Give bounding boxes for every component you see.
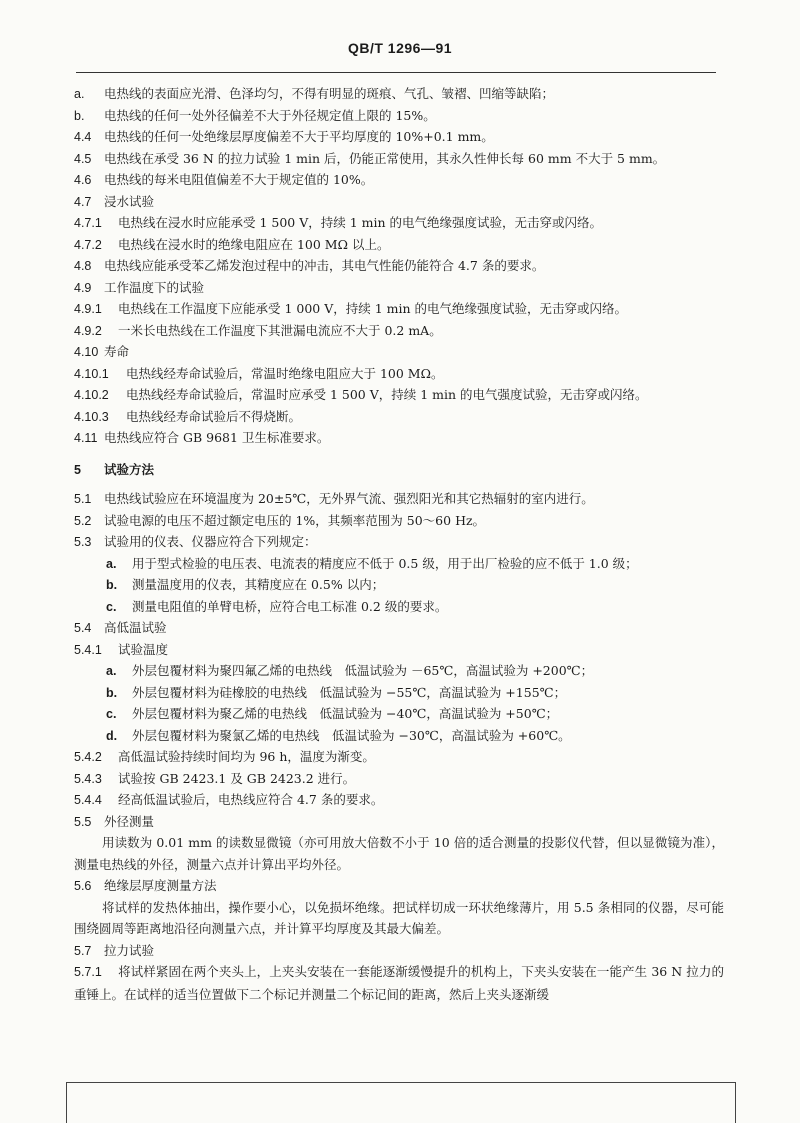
clause-text: 外层包覆材料为聚氯乙烯的电热线 低温试验为 −30℃，高温试验为 +60℃。 (132, 727, 571, 743)
clause-number: 4.10 (74, 345, 99, 359)
clause (74, 961, 724, 1005)
clause-text: 高低温试验持续时间均为 96 h，温度为渐变。 (118, 749, 375, 764)
clause-text: 将试样紧固在两个夹头上，上夹头安装在一套能逐渐缓慢提升的机构上，下夹头安装在一能产生 36 N 拉力的重锤上。在试样的适当位置做下二个标记并测量二个标记间的距离，然后上夹头逐渐缓 (74, 964, 724, 1002)
clause (74, 341, 724, 363)
clause-text: 测量温度用的仪表，其精度应在 0.5% 以内； (132, 577, 385, 592)
clause-number: 4.5 (74, 151, 92, 166)
clause (74, 531, 724, 553)
clause (74, 212, 724, 234)
clause-number: 5.3 (74, 535, 92, 549)
clause-number: 4.8 (74, 259, 92, 273)
section-number: 5 (74, 462, 81, 477)
list-item (74, 703, 724, 725)
clause-number: 5.4 (74, 621, 92, 635)
clause-text: 电热线的任何一处外径偏差不大于外径规定值上限的 15%。 (104, 107, 436, 123)
clause-text: 电热线试验应在环境温度为 20±5℃，无外界气流、强烈阳光和其它热辐射的室内进行。 (104, 491, 594, 506)
clause-number: 4.7 (74, 194, 92, 209)
clause-number: 4.10.2 (74, 388, 109, 402)
clause (74, 255, 724, 277)
list-item (74, 596, 724, 618)
clause-number: 5.6 (74, 879, 92, 893)
document-body (74, 83, 724, 1005)
clause-number: d. (106, 728, 118, 743)
clause-text: 试验按 GB 2423.1 及 GB 2423.2 进行。 (118, 770, 356, 786)
clause-number: a. (106, 664, 117, 678)
clause-number: 4.6 (74, 173, 92, 187)
clause-number: a. (106, 556, 117, 571)
clause (74, 940, 724, 962)
clause-number: 4.7.1 (74, 216, 102, 230)
clause (74, 191, 724, 213)
clause-text: 电热线经寿命试验后，常温时绝缘电阻应大于 100 MΩ。 (126, 365, 444, 381)
clause-text: 电热线在承受 36 N 的拉力试验 1 min 后，仍能正常使用，其永久性伸长每 60 mm 不大于 5 mm。 (104, 150, 666, 166)
clause-number: 5.5 (74, 814, 92, 829)
clause (74, 298, 724, 320)
clause-text: 电热线应符合 GB 9681 卫生标准要求。 (104, 430, 330, 445)
clause (74, 363, 724, 385)
clause (74, 105, 724, 127)
clause-text: 外层包覆材料为聚乙烯的电热线 低温试验为 −40℃，高温试验为 +50℃； (132, 706, 559, 721)
clause-text: 试验电源的电压不超过额定电压的 1%，其频率范围为 50～60 Hz。 (104, 512, 486, 528)
clause (74, 639, 724, 661)
clause-number: 5.7.1 (74, 965, 102, 979)
paragraph: 将试样的发热体抽出，操作要小心，以免损坏绝缘。把试样切成一环状绝缘薄片，用 5.5 条相同的仪器，尽可能围绕圆周等距离地沿径向测量六点，并计算平均厚度及其最大偏差。 (74, 899, 724, 936)
clause-text: 浸水试验 (104, 193, 155, 209)
clause-text: 电热线的任何一处绝缘层厚度偏差不大于平均厚度的 10%+0.1 mm。 (104, 129, 494, 144)
clause-text: 拉力试验 (104, 942, 155, 958)
clause-number: 5.4.1 (74, 642, 102, 657)
clause-text: 外层包覆材料为聚四氟乙烯的电热线 低温试验为 －65℃，高温试验为 +200℃； (132, 663, 594, 678)
clause (74, 488, 724, 510)
section-heading (74, 459, 724, 481)
clause-number: 5.4.4 (74, 793, 102, 807)
clause (74, 406, 724, 428)
clause-number: 4.4 (74, 130, 92, 144)
clause (74, 789, 724, 811)
clause-text: 电热线在工作温度下应能承受 1 000 V，持续 1 min 的电气绝缘强度试验，无击穿或闪络。 (118, 301, 628, 316)
clause-text: 工作温度下的试验 (104, 279, 205, 295)
clause-text: 一米长电热线在工作温度下其泄漏电流应不大于 0.2 mA。 (118, 322, 442, 338)
clause-text: 高低温试验 (104, 620, 167, 635)
clause (74, 811, 724, 833)
section-title: 试验方法 (104, 461, 155, 477)
clause-number: b. (74, 108, 85, 123)
clause-number: 5.1 (74, 492, 92, 506)
clause (74, 768, 724, 790)
list-item (74, 660, 724, 682)
clause-text: 用于型式检验的电压表、电流表的精度应不低于 0.5 级，用于出厂检验的应不低于 1.0 级； (132, 555, 638, 571)
clause-text: 电热线在浸水时的绝缘电阻应在 100 MΩ 以上。 (118, 236, 390, 252)
clause (74, 384, 724, 406)
clause-number: 5.2 (74, 513, 92, 528)
clause-number: 4.10.1 (74, 366, 109, 381)
clause (74, 83, 724, 105)
paragraph: 用读数为 0.01 mm 的读数显微镜（亦可用放大倍数不小于 10 倍的适合测量的投影仪代替，但以显微镜为准），测量电热线的外径，测量六点并计算出平均外径。 (74, 835, 724, 872)
clause (74, 234, 724, 256)
clause-number: 4.9.1 (74, 302, 102, 316)
clause-text: 试验温度 (118, 641, 169, 657)
clause-number: c. (106, 599, 117, 614)
clause (74, 320, 724, 342)
standard-code-header: QB/T 1296—91 (347, 40, 453, 56)
clause-number: 4.11 (74, 431, 98, 445)
clause-text: 寿命 (104, 344, 130, 359)
list-item (74, 574, 724, 596)
clause (74, 746, 724, 768)
clause (74, 148, 724, 170)
clause-number: 5.4.3 (74, 771, 102, 786)
clause-text: 外层包覆材料为硅橡胶的电热线 低温试验为 −55℃，高温试验为 +155℃； (132, 684, 567, 700)
clause (74, 126, 724, 148)
clause (74, 617, 724, 639)
clause (74, 510, 724, 532)
list-item (74, 682, 724, 704)
list-item (74, 725, 724, 747)
clause (74, 277, 724, 299)
clause-number: 4.10.3 (74, 409, 109, 424)
clause-text: 测量电阻值的单臂电桥，应符合电工标准 0.2 级的要求。 (132, 598, 448, 614)
clause-text: 电热线在浸水时应能承受 1 500 V，持续 1 min 的电气绝缘强度试验，无击穿或闪络。 (118, 215, 603, 230)
clause-text: 电热线的表面应光滑、色泽均匀，不得有明显的斑痕、气孔、皱褶、凹缩等缺陷； (104, 86, 555, 101)
clause-number: b. (106, 685, 118, 700)
clause-text: 电热线应能承受苯乙烯发泡过程中的冲击，其电气性能仍能符合 4.7 条的要求。 (104, 258, 545, 273)
clause-text: 经高低温试验后，电热线应符合 4.7 条的要求。 (118, 792, 384, 807)
clause-number: c. (106, 707, 117, 721)
clause-text: 试验用的仪表、仪器应符合下列规定： (104, 534, 317, 549)
clause-number: b. (106, 578, 118, 592)
clause-text: 电热线经寿命试验后不得烧断。 (126, 408, 302, 424)
clause (74, 427, 724, 449)
clause-text: 外径测量 (104, 813, 155, 829)
header-divider (76, 72, 716, 73)
clause-text: 绝缘层厚度测量方法 (104, 878, 217, 893)
list-item (74, 553, 724, 575)
clause-number: 4.7.2 (74, 237, 102, 252)
clause-text: 电热线的每米电阻值偏差不大于规定值的 10%。 (104, 172, 374, 187)
clause (74, 169, 724, 191)
clause-text: 电热线经寿命试验后，常温时应承受 1 500 V，持续 1 min 的电气强度试验，无击穿或闪络。 (126, 387, 648, 402)
clause-number: a. (74, 87, 85, 101)
clause-number: 4.9.2 (74, 323, 102, 338)
clause-number: 4.9 (74, 280, 92, 295)
clause-number: 5.7 (74, 943, 92, 958)
clause-number: 5.4.2 (74, 750, 102, 764)
clause (74, 875, 724, 897)
